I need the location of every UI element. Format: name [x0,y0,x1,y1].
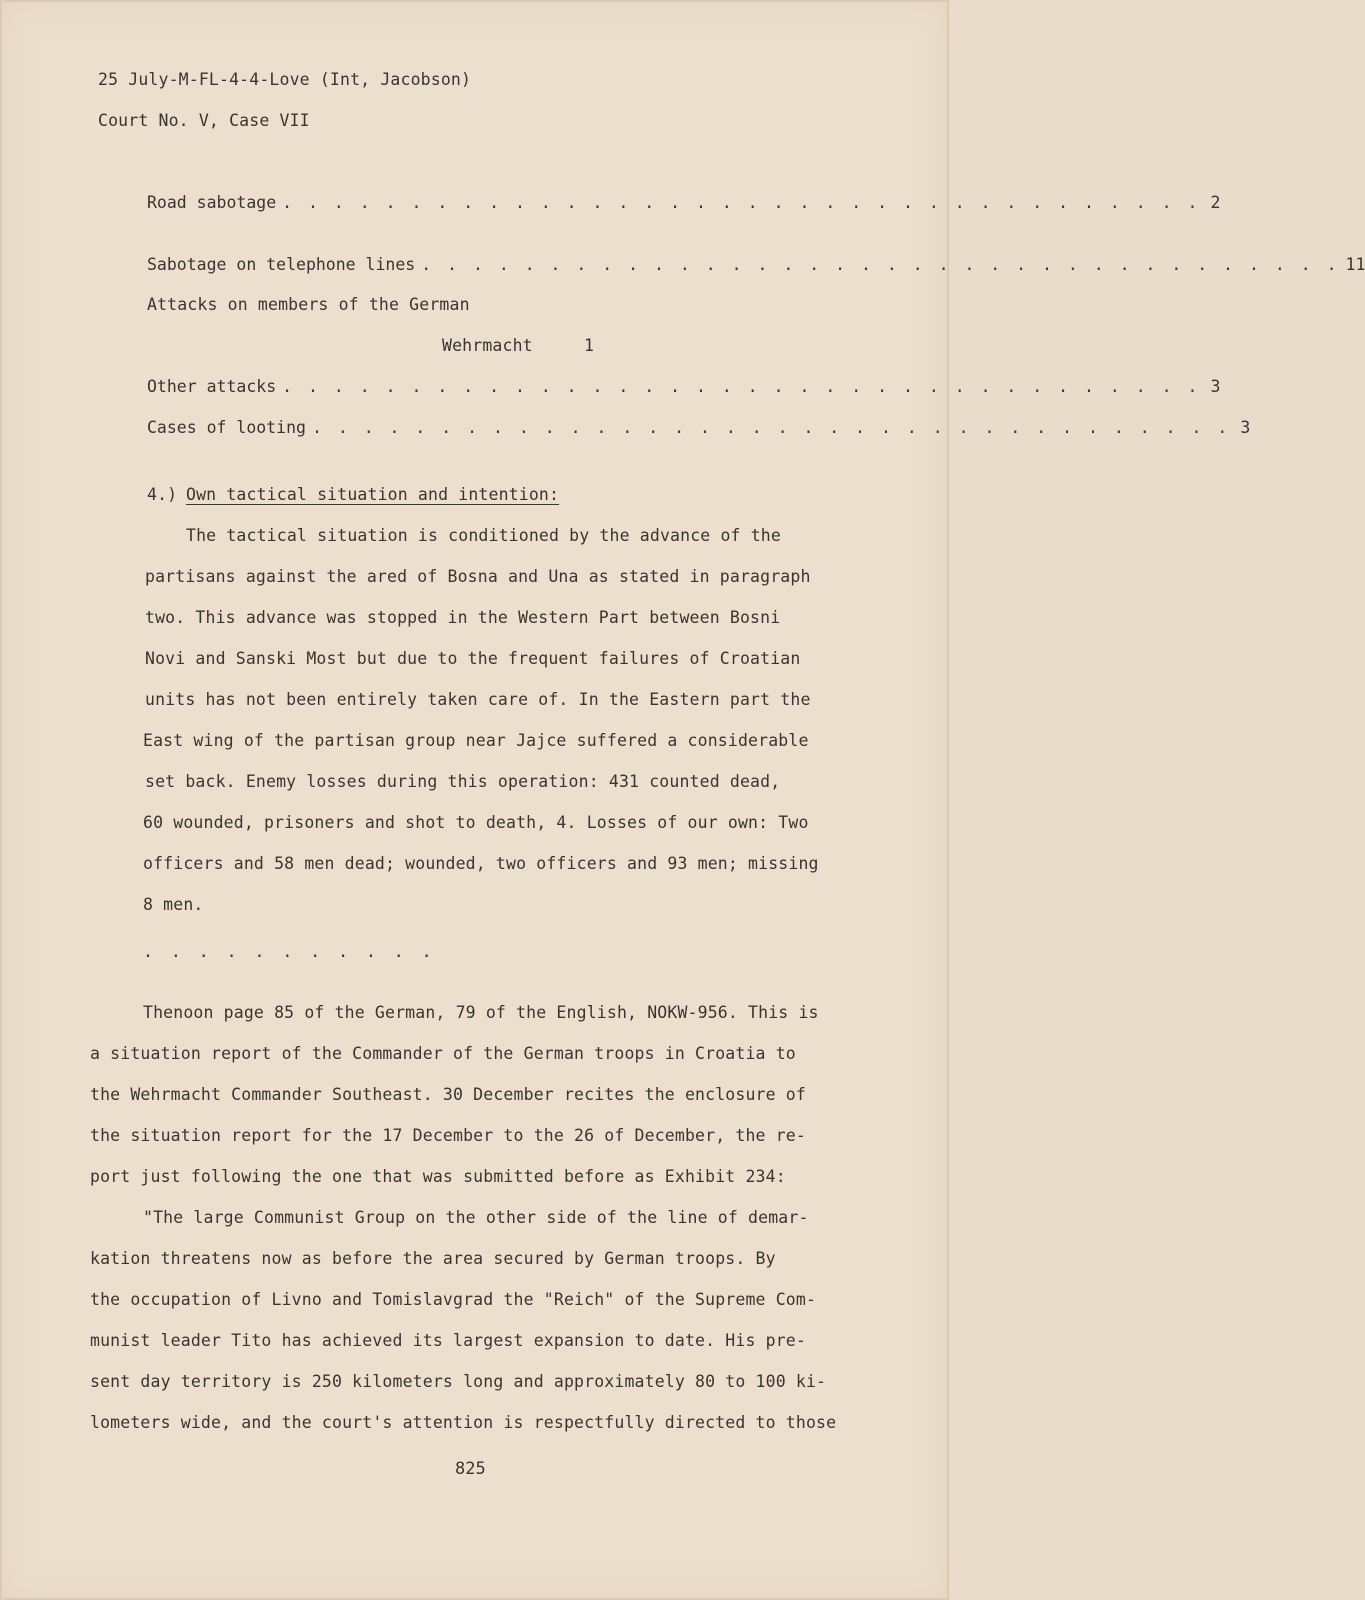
body-line: Thenoon page 85 of the German, 79 of the English, NOKW-956. This is [143,1003,819,1022]
table-row [147,417,1251,439]
paragraph-line: two. This advance was stopped in the Western Part between Bosni [145,608,781,627]
body-line: the situation report for the 17 December to the 26 of December, the re- [90,1126,806,1145]
body-line: the occupation of Livno and Tomislavgrad the "Reich" of the Supreme Com- [90,1290,817,1309]
row-label: Road sabotage [147,193,277,212]
body-line: port just following the one that was submitted before as Exhibit 234: [90,1167,786,1186]
page-number: 825 [455,1459,486,1479]
body-line: lometers wide, and the court's attention is respectfully directed to those [90,1413,837,1432]
paragraph-line: Novi and Sanski Most but due to the frequent failures of Croatian [145,649,801,668]
paragraph-line: units has not been entirely taken care of. In the Eastern part the [145,690,811,709]
paragraph-line: partisans against the ared of Bosna and Una as stated in paragraph [145,567,811,586]
row-label: Cases of looting [147,418,306,437]
separator-dots: . . . . . . . . . . . [143,942,436,961]
body-line: a situation report of the Commander of the German troops in Croatia to [90,1044,796,1063]
row-value: 2 [1210,193,1221,212]
leader-dots: . . . . . . . . . . . . . . . . . . . . . . . . . . . . . . . . . . . . [311,418,1231,437]
row-value: 3 [1240,418,1251,437]
row-value: 1 [584,336,595,355]
table-row [147,254,1365,276]
leader-dots: . . . . . . . . . . . . . . . . . . . . . . . . . . . . . . . . . . . . [421,255,1340,274]
body-line: "The large Communist Group on the other side of the line of demar- [143,1208,809,1227]
header-line-1: 25 July-M-FL-4-4-Love (Int, Jacobson) [98,70,472,89]
row-value: 3 [1210,377,1221,396]
header-line-2: Court No. V, Case VII [98,111,310,130]
table-row [147,192,1221,214]
paragraph-line: set back. Enemy losses during this operation: 431 counted dead, [145,772,781,791]
body-line: sent day territory is 250 kilometers long and approximately 80 to 100 ki- [90,1372,827,1391]
row-label: Sabotage on telephone lines [147,255,416,274]
paragraph-line: 60 wounded, prisoners and shot to death, 4. Losses of our own: Two [143,813,809,832]
body-line: the Wehrmacht Commander Southeast. 30 December recites the enclosure of [90,1085,806,1104]
row-value: 11 [1345,255,1365,274]
wehrmacht-label: Wehrmacht [442,336,533,355]
body-line: kation threatens now as before the area secured by German troops. By [90,1249,776,1268]
table-row [147,376,1221,398]
leader-dots: . . . . . . . . . . . . . . . . . . . . . . . . . . . . . . . . . . . . [282,193,1201,212]
section-heading: Own tactical situation and intention: [186,485,560,504]
paragraph-line: East wing of the partisan group near Jajce suffered a considerable [143,731,809,750]
paragraph-line: The tactical situation is conditioned by the advance of the [186,526,781,545]
paragraph-line: officers and 58 men dead; wounded, two officers and 93 men; missing [143,854,819,873]
leader-dots: . . . . . . . . . . . . . . . . . . . . . . . . . . . . . . . . . . . . [282,377,1201,396]
section-number: 4.) [147,485,178,504]
paragraph-line: 8 men. [143,895,204,914]
row-label: Other attacks [147,377,277,396]
body-line: munist leader Tito has achieved its largest expansion to date. His pre- [90,1331,806,1350]
row-label: Attacks on members of the German [147,295,470,314]
